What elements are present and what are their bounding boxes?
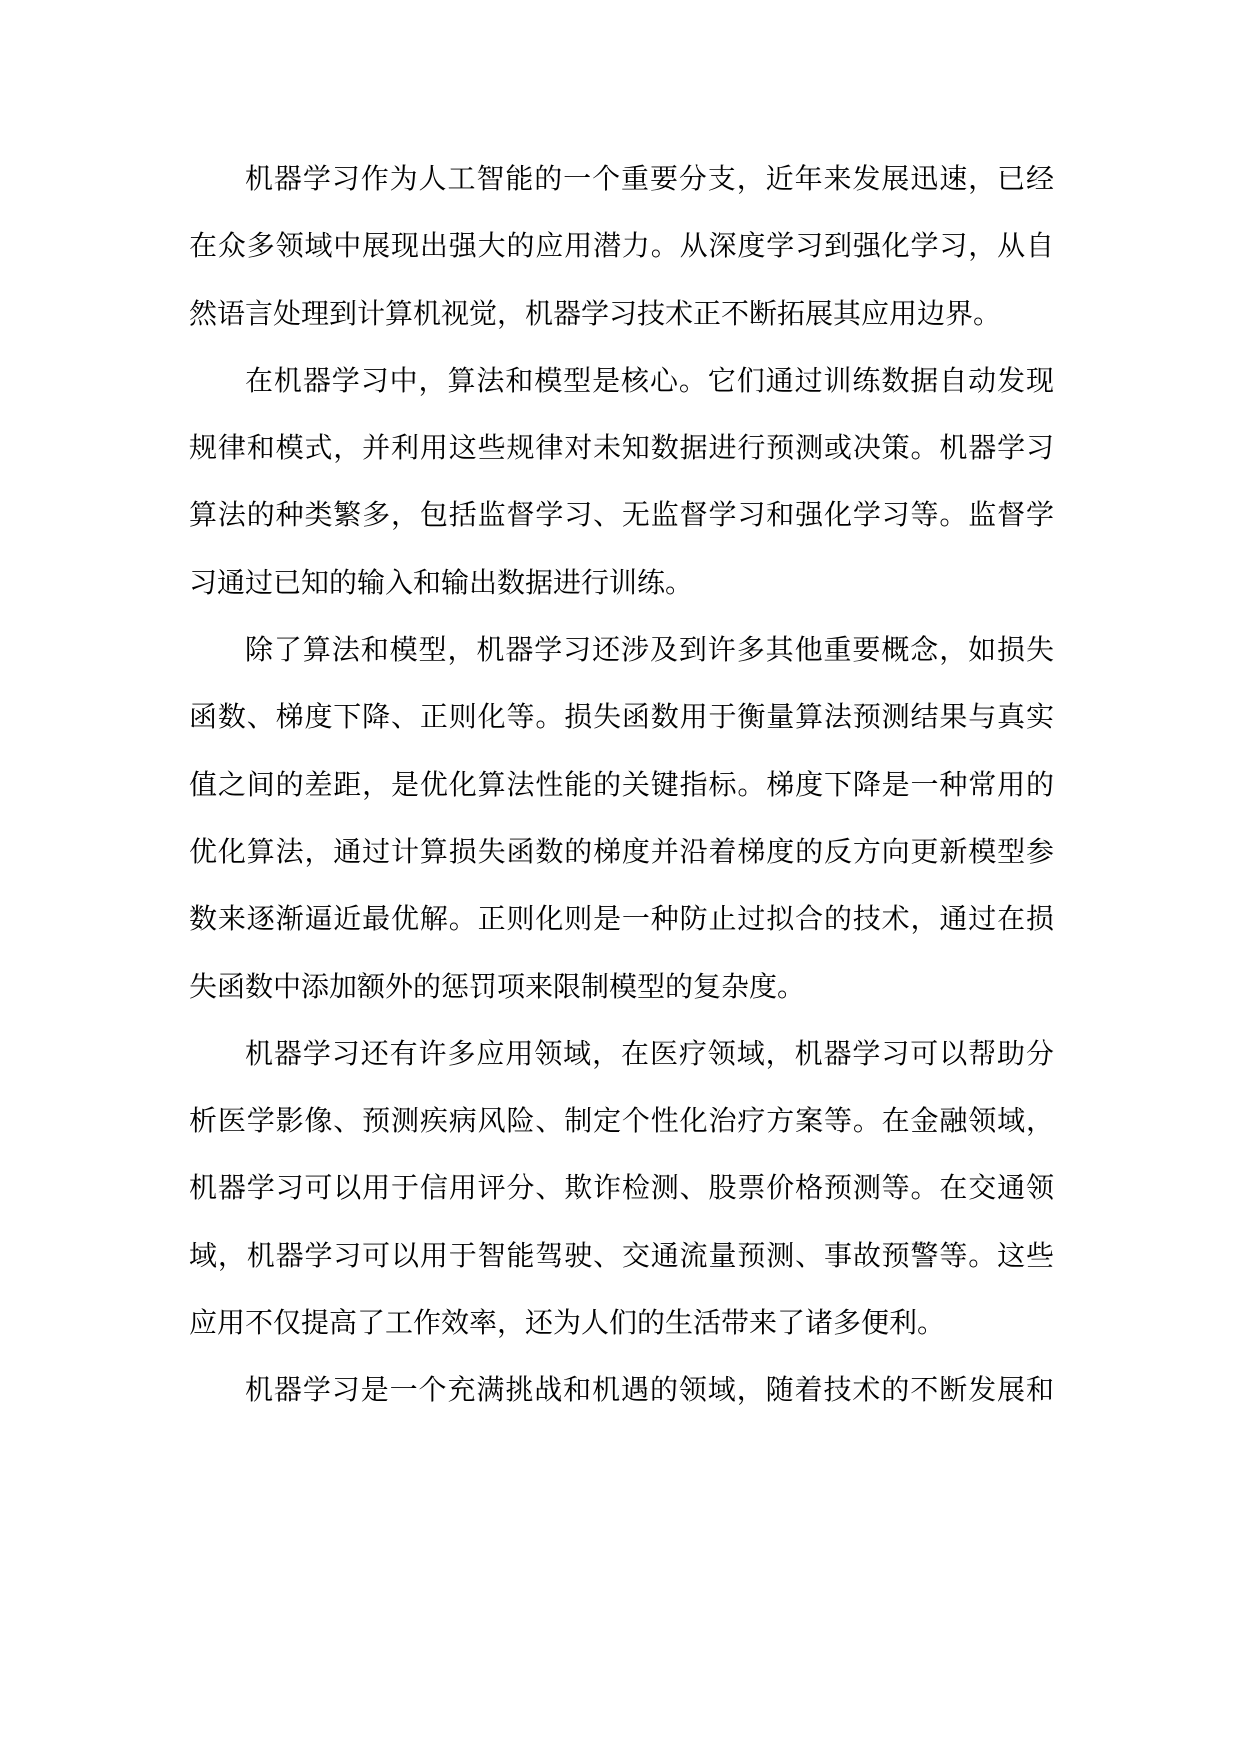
text-line: 规律和模式，并利用这些规律对未知数据进行预测或决策。机器学习 [189, 431, 1054, 465]
text-line: 习通过已知的输入和输出数据进行训练。 [189, 565, 694, 599]
body-text [189, 145, 1054, 1424]
paragraph-first-line: 机器学习作为人工智能的一个重要分支，近年来发展迅速，已经 [245, 162, 1054, 195]
text-line: 在众多领域中展现出强大的应用潜力。从深度学习到强化学习，从自 [189, 229, 1054, 263]
text-line: 机器学习可以用于信用评分、欺诈检测、股票价格预测等。在交通领 [189, 1171, 1054, 1205]
text-line: 域，机器学习可以用于智能驾驶、交通流量预测、事故预警等。这些 [189, 1238, 1054, 1272]
text-line: 函数、梯度下降、正则化等。损失函数用于衡量算法预测结果与真实 [189, 700, 1054, 734]
paragraph-first-line: 机器学习还有许多应用领域，在医疗领域，机器学习可以帮助分 [245, 1036, 1054, 1070]
text-line: 算法的种类繁多，包括监督学习、无监督学习和强化学习等。监督学 [189, 498, 1054, 532]
paragraph-first-line: 除了算法和模型，机器学习还涉及到许多其他重要概念，如损失 [245, 633, 1054, 667]
text-line: 析医学影像、预测疾病风险、制定个性化治疗方案等。在金融领域， [189, 1104, 1054, 1138]
text-line: 值之间的差距，是优化算法性能的关键指标。梯度下降是一种常用的 [189, 767, 1054, 801]
paragraph-first-line: 机器学习是一个充满挑战和机遇的领域，随着技术的不断发展和 [245, 1373, 1054, 1407]
paragraph-first-line: 在机器学习中，算法和模型是核心。它们通过训练数据自动发现 [245, 363, 1054, 397]
text-line: 优化算法，通过计算损失函数的梯度并沿着梯度的反方向更新模型参 [189, 834, 1054, 868]
text-line: 失函数中添加额外的惩罚项来限制模型的复杂度。 [189, 969, 806, 1003]
text-line: 数来逐渐逼近最优解。正则化则是一种防止过拟合的技术，通过在损 [189, 902, 1054, 936]
text-line: 然语言处理到计算机视觉，机器学习技术正不断拓展其应用边界。 [189, 296, 1002, 330]
text-line: 应用不仅提高了工作效率，还为人们的生活带来了诸多便利。 [189, 1306, 946, 1340]
